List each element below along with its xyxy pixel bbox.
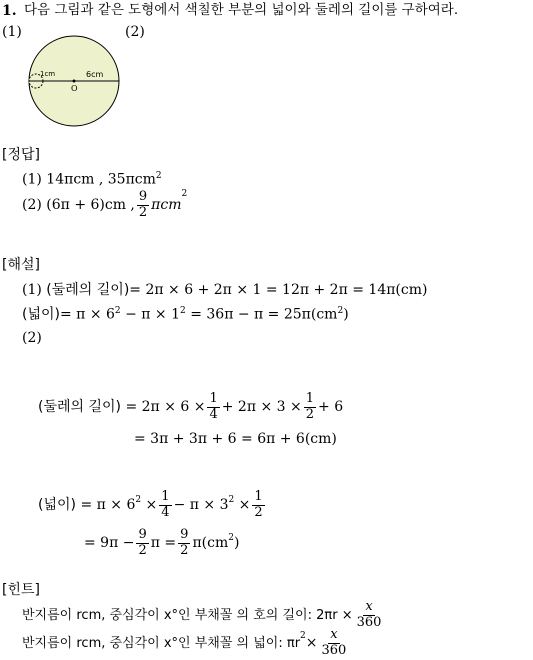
small-radius-label: 1cm — [40, 70, 56, 78]
center-label: O — [71, 84, 78, 93]
answer-header: [정답] — [2, 147, 40, 163]
circle-figure — [26, 32, 126, 132]
answer-2: (2) (6π + 6)cm , $\frac{9}{2}$ πcm $^2$ — [22, 189, 188, 220]
hint-line-1: 반지름이 rcm, 중심각이 x°인 부채꼴 의 호의 길이: 2πr × $\frac{x}{360}$ — [22, 599, 382, 630]
center-point — [73, 80, 76, 83]
question-text: 다음 그림과 같은 도형에서 색칠한 부분의 넓이와 둘레의 길이를 구하여라. — [24, 2, 459, 18]
perimeter-line-1: (둘레의 길이) = 2π × 6 × $\frac{1}{4}$ + 2π × 3 × $\frac{1}{2}$ + 6 — [38, 391, 344, 422]
answer-1: (1) 14πcm , 35πcm$^2$ — [22, 171, 162, 188]
area-line-1: (넓이) = π × 6 $^2$ × $\frac{1}{4}$ − π × 3 $^2$ × $\frac{1}{2}$ — [38, 489, 263, 520]
explanation-line-2: (넓이)= $\pi \times 6^2 - \pi \times 1^2 = 36\pi - \pi = 25\pi(cm^2)$ — [22, 306, 349, 323]
area-line-2: = 9π − $\frac{9}{2}$ π = $\frac{9}{2}$ π(cm $^2$ ) — [84, 527, 240, 558]
hint-line-2: 반지름이 rcm, 중심각이 x°인 부채꼴 의 넓이: πr $^2$ × $\frac{x}{360}$ — [22, 627, 347, 658]
sub-label-2: (2) — [125, 24, 145, 40]
explanation-line-3: (2) — [22, 330, 42, 346]
explanation-line-1: (1) (둘레의 길이)= 2π × 6 + 2π × 1 = 12π + 2π = 14π(cm) — [22, 282, 428, 298]
hint-header: [힌트] — [2, 582, 40, 598]
sub-label-1: (1) — [2, 24, 22, 40]
question-number: 1. — [2, 3, 17, 19]
perimeter-line-2: = 3π + 3π + 6 = 6π + 6(cm) — [134, 431, 337, 447]
large-radius-label: 6cm — [86, 70, 104, 79]
explanation-header: [해설] — [2, 257, 40, 273]
